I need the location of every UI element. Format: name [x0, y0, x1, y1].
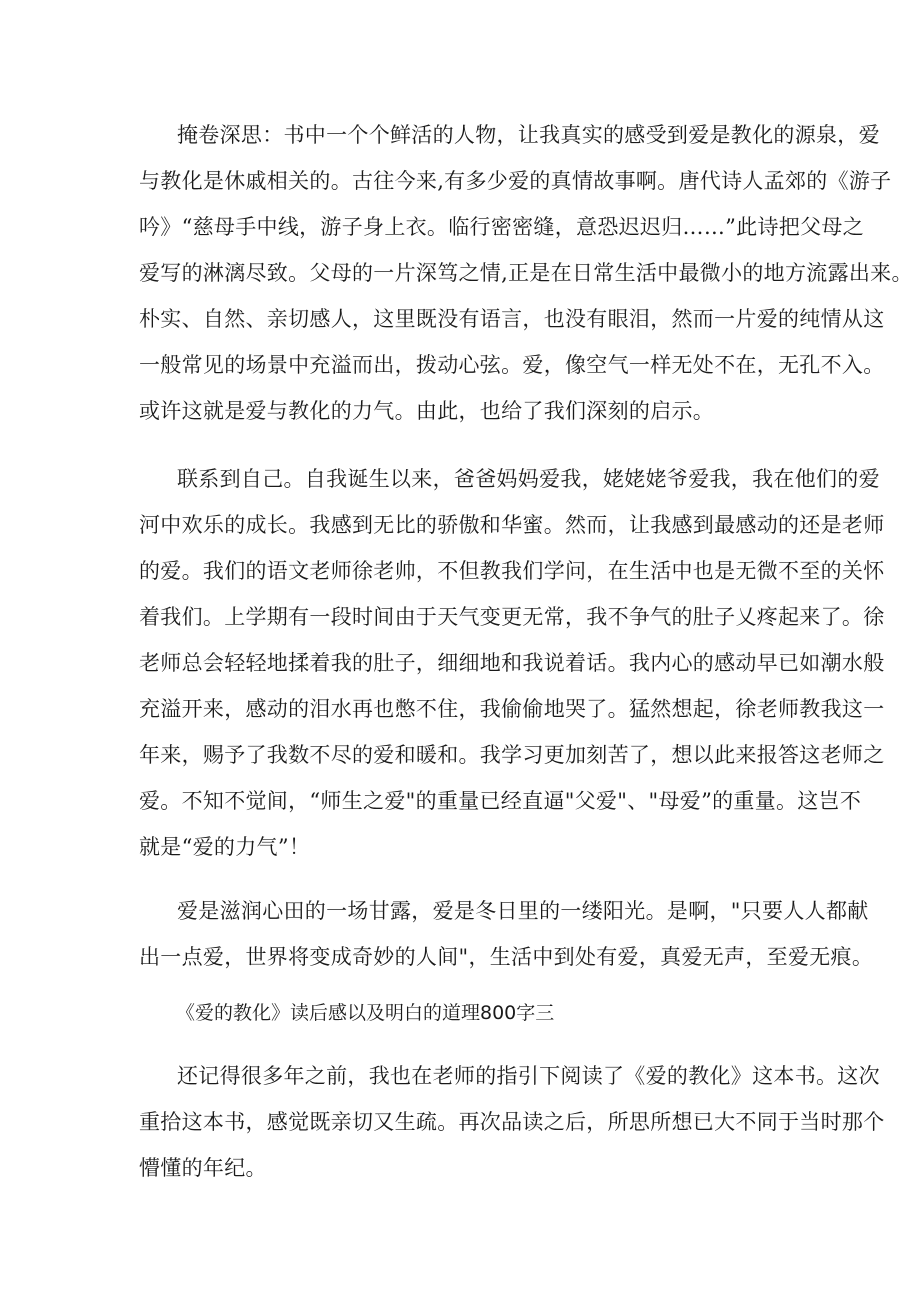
paragraph-line: 老师总会轻轻地揉着我的肚子，细细地和我说着话。我内心的感动早已如潮水般: [139, 651, 885, 675]
paragraph-line: 就是“爱的力气”！: [139, 835, 311, 859]
paragraph-line: 与教化是休戚相关的。古往今来,有多少爱的真情故事啊。唐代诗人孟郊的《游子: [139, 169, 892, 193]
paragraph-1: [139, 112, 913, 434]
section-heading: 《爱的教化》读后感以及明白的道理800字三: [176, 1002, 555, 1024]
paragraph-line: 重拾这本书，感觉既亲切又生疏。再次品读之后，所思所想已大不同于当时那个: [139, 1110, 885, 1134]
paragraph-line: 掩卷深思：书中一个个鲜活的人物，让我真实的感受到爱是教化的源泉，爱: [177, 123, 880, 147]
paragraph-line: 一般常见的场景中充溢而出，拨动心弦。爱，像空气一样无处不在，无孔不入。: [139, 353, 885, 377]
paragraph-line: 吟》“慈母手中线，游子身上衣。临行密密缝，意恐迟迟归……”此诗把父母之: [139, 215, 864, 239]
paragraph-line: 爱。不知不觉间，“师生之爱"的重量已经直逼"父爱"、"母爱”的重量。这岂不: [139, 789, 862, 813]
paragraph-line: 年来，赐予了我数不尽的爱和暖和。我学习更加刻苦了，想以此来报答这老师之: [139, 743, 885, 767]
paragraph-line: 联系到自己。自我诞生以来，爸爸妈妈爱我，姥姥姥爷爱我，我在他们的爱: [177, 467, 880, 491]
paragraph-line: 充溢开来，感动的泪水再也憋不住，我偷偷地哭了。猛然想起，徐老师教我这一: [139, 697, 885, 721]
paragraph-line: 懵懂的年纪。: [139, 1156, 267, 1180]
paragraph-line: 朴实、自然、亲切感人，这里既没有语言，也没有眼泪，然而一片爱的纯情从这: [139, 307, 885, 331]
paragraph-line: 河中欢乐的成长。我感到无比的骄傲和华蜜。然而，让我感到最感动的还是老师: [139, 513, 885, 537]
paragraph-line: 爱写的淋漓尽致。父母的一片深笃之情,正是在日常生活中最微小的地方流露出来。: [139, 261, 913, 285]
paragraph-3: [139, 888, 874, 980]
paragraph-line: 着我们。上学期有一段时间由于天气变更无常，我不争气的肚子乂疼起来了。徐: [139, 605, 885, 629]
paragraph-2: [139, 456, 885, 870]
paragraph-line: 爱是滋润心田的一场甘露，爱是冬日里的一缕阳光。是啊，"只要人人都献: [177, 899, 869, 923]
paragraph-line: 还记得很多年之前，我也在老师的指引下阅读了《爱的教化》这本书。这次: [177, 1064, 880, 1088]
paragraph-line: 出一点爱，世界将变成奇妙的人间"，生活中到处有爱，真爱无声，至爱无痕。: [139, 945, 874, 969]
paragraph-line: 或许这就是爱与教化的力气。由此，也给了我们深刻的启示。: [139, 399, 715, 423]
paragraph-line: 的爱。我们的语文老师徐老帅，不但教我们学问，在生活中也是无微不至的关怀: [139, 559, 885, 583]
paragraph-4: [139, 1053, 885, 1191]
